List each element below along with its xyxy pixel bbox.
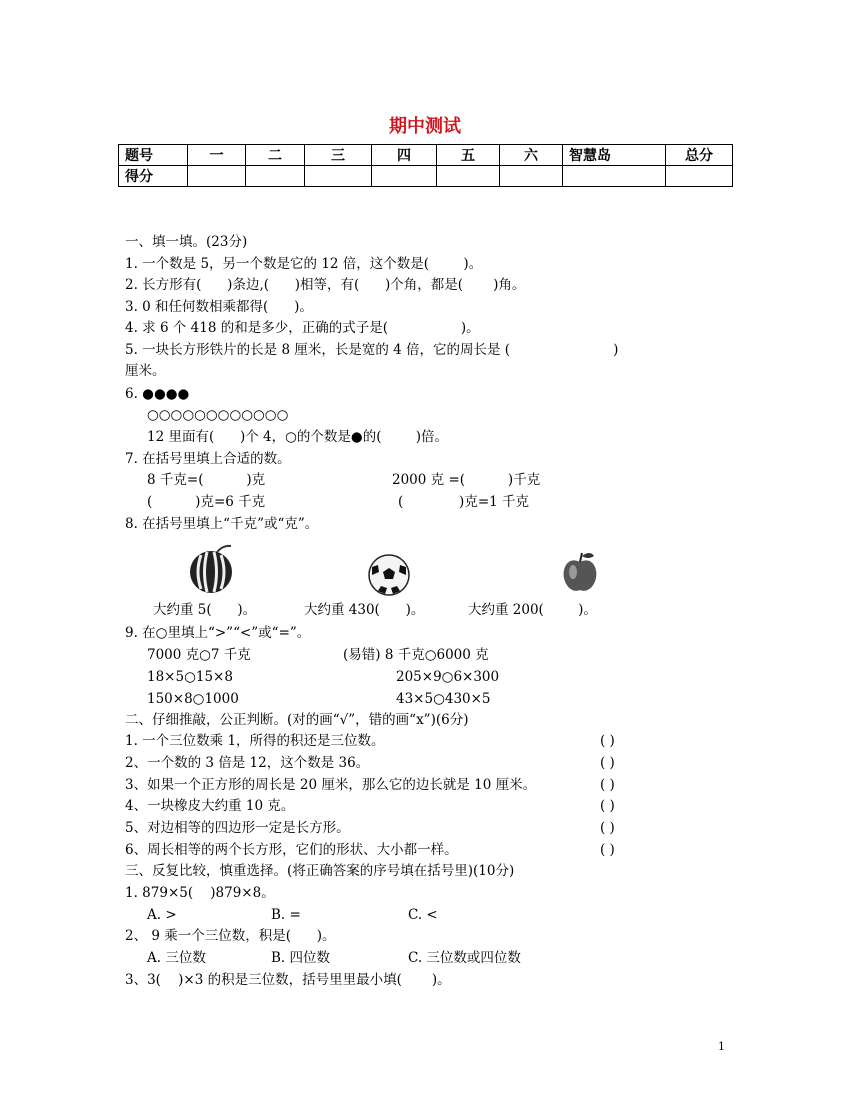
judge-answer-parens[interactable]: ( )	[600, 733, 615, 749]
choice-option[interactable]: C. <	[408, 907, 438, 923]
question-line: 大约重 200( )。	[468, 602, 597, 618]
score-header-cell: 五	[437, 145, 500, 166]
compare-item: 7000 克○7 千克	[147, 647, 251, 663]
question-line: 4. 求 6 个 418 的和是多少，正确的式子是( )。	[125, 320, 480, 336]
question-line: 12 里面有( )个 4，○的个数是●的( )倍。	[147, 429, 449, 445]
judge-answer-parens[interactable]: ( )	[600, 820, 615, 836]
page-number: 1	[718, 1040, 725, 1053]
judge-statement: 3、如果一个正方形的周长是 20 厘米，那么它的边长就是 10 厘米。	[125, 777, 537, 793]
question-line: 8 千克=( )克	[147, 472, 266, 488]
question-line: 7. 在括号里填上合适的数。	[125, 451, 291, 467]
choice-question: 1. 879×5( )879×8。	[125, 885, 275, 901]
choice-option[interactable]: B. 四位数	[271, 950, 331, 966]
judge-statement: 4、一块橡皮大约重 10 克。	[125, 798, 295, 814]
page-title: 期中测试	[389, 116, 461, 137]
question-line: 2. 长方形有( )条边,( )相等，有( )个角，都是( )角。	[125, 277, 526, 293]
score-row-label: 得分	[119, 166, 188, 187]
question-line: 8. 在括号里填上“千克”或“克”。	[125, 516, 319, 532]
watermelon-icon	[187, 543, 237, 595]
choice-question: 3、3( )×3 的积是三位数，括号里里最小填( )。	[125, 972, 451, 988]
score-cell[interactable]	[305, 166, 372, 187]
score-cell[interactable]	[372, 166, 437, 187]
question-line: 大约重 430( )。	[304, 602, 425, 618]
choice-option[interactable]: B. =	[271, 907, 301, 923]
section-heading: 三、反复比较，慎重选择。(将正确答案的序号填在括号里)(10分)	[125, 863, 515, 879]
score-header-cell: 二	[246, 145, 305, 166]
judge-answer-parens[interactable]: ( )	[600, 842, 615, 858]
judge-statement: 5、对边相等的四边形一定是长方形。	[125, 820, 350, 836]
score-header-cell: 六	[500, 145, 563, 166]
question-line: ( )克=1 千克	[398, 494, 530, 510]
circle-row: ○○○○○○○○○○○○	[147, 407, 289, 423]
score-header-cell: 智慧岛	[563, 145, 666, 166]
score-header-cell: 四	[372, 145, 437, 166]
judge-answer-parens[interactable]: ( )	[600, 798, 615, 814]
score-cell[interactable]	[437, 166, 500, 187]
question-line: ( )克=6 千克	[147, 494, 266, 510]
score-cell[interactable]	[500, 166, 563, 187]
compare-item: 43×5○430×5	[396, 691, 491, 707]
compare-item: 18×5○15×8	[147, 669, 233, 685]
judge-answer-parens[interactable]: ( )	[600, 777, 615, 793]
judge-statement: 6、周长相等的两个长方形，它们的形状、大小都一样。	[125, 842, 458, 858]
score-header-cell: 题号	[119, 145, 188, 166]
compare-item: (易错) 8 千克○6000 克	[343, 647, 489, 663]
apple-icon	[560, 550, 600, 594]
choice-option[interactable]: C. 三位数或四位数	[408, 950, 521, 966]
question-line: 3. 0 和任何数相乘都得( )。	[125, 299, 313, 315]
question-line: 厘米。	[125, 363, 166, 379]
question-line: 6. ●●●●	[125, 386, 190, 402]
score-table	[118, 144, 733, 187]
choice-option[interactable]: A. 三位数	[147, 950, 206, 966]
score-header-cell: 三	[305, 145, 372, 166]
score-table-header-row	[119, 145, 733, 166]
section-heading: 一、填一填。(23分)	[125, 234, 248, 250]
compare-item: 205×9○6×300	[396, 669, 500, 685]
question-line: 1. 一个数是 5，另一个数是它的 12 倍，这个数是( )。	[125, 256, 483, 272]
score-cell[interactable]	[246, 166, 305, 187]
question-line: 9. 在○里填上“>”“<”或“=”。	[125, 625, 311, 641]
compare-item: 150×8○1000	[147, 691, 239, 707]
score-cell[interactable]	[563, 166, 666, 187]
question-line: 5. 一块长方形铁片的长是 8 厘米，长是宽的 4 倍，它的周长是 ( )	[125, 342, 619, 358]
judge-statement: 2、一个数的 3 倍是 12，这个数是 36。	[125, 755, 370, 771]
score-cell[interactable]	[666, 166, 733, 187]
judge-answer-parens[interactable]: ( )	[600, 755, 615, 771]
question-line: 2000 克 =( )千克	[392, 472, 541, 488]
question-line: 大约重 5( )。	[153, 602, 257, 618]
choice-option[interactable]: A. >	[147, 907, 177, 923]
score-cell[interactable]	[188, 166, 246, 187]
score-header-cell: 总分	[666, 145, 733, 166]
score-header-cell: 一	[188, 145, 246, 166]
score-table-score-row	[119, 166, 733, 187]
choice-question: 2、 9 乘一个三位数，积是( )。	[125, 928, 336, 944]
section-heading: 二、仔细推敲，公正判断。(对的画“√”，错的画“x”)(6分)	[125, 712, 469, 728]
judge-statement: 1. 一个三位数乘 1，所得的积还是三位数。	[125, 733, 385, 749]
soccer-ball-icon	[367, 553, 411, 597]
